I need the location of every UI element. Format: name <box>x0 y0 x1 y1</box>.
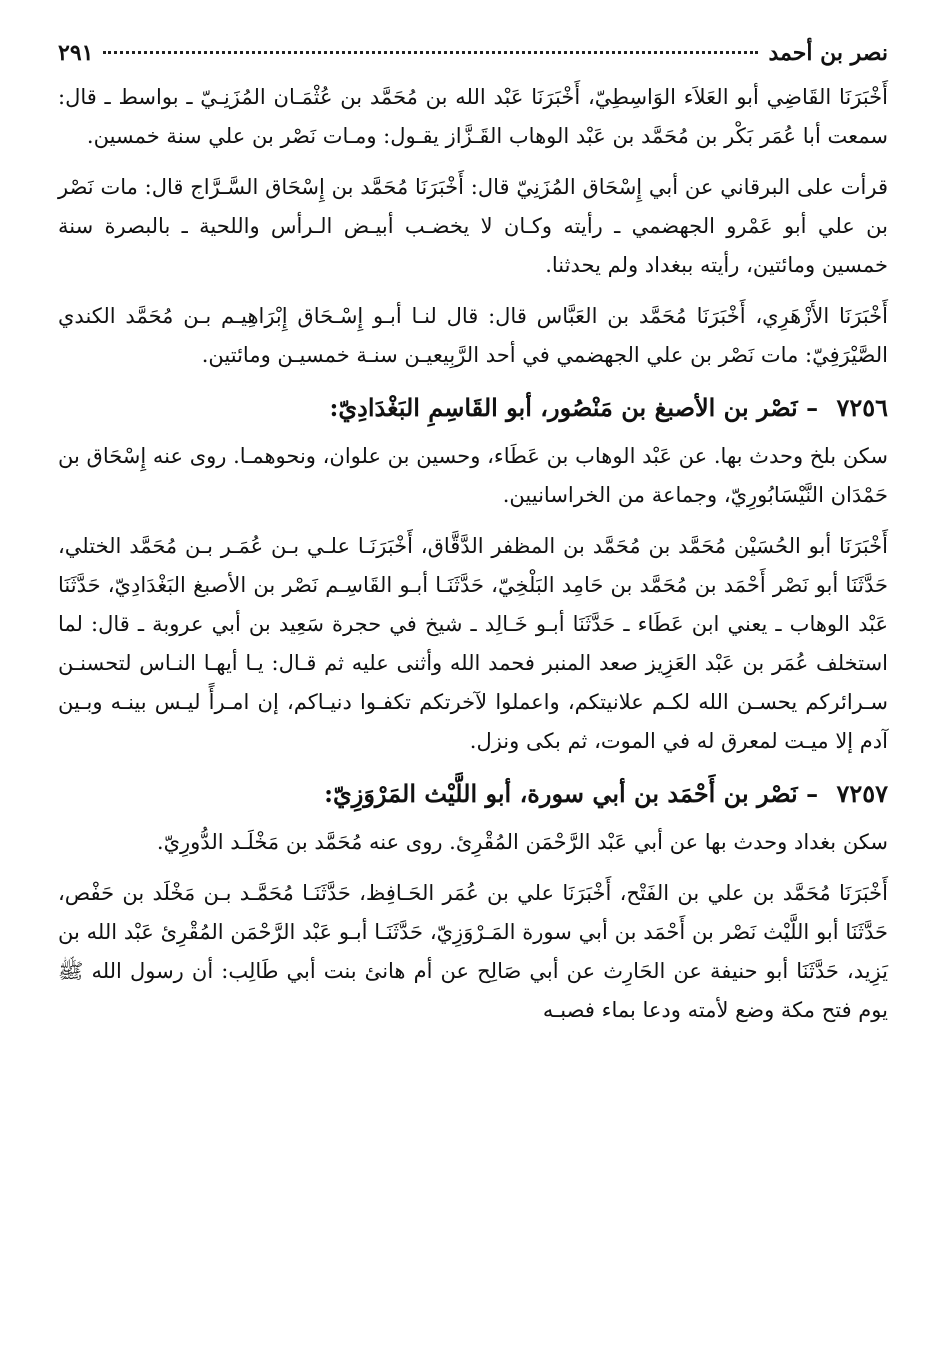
entry-heading-7257 <box>58 773 888 815</box>
paragraph: أَخْبَرَنَا القَاضِي أبو العَلاَء الوَاسِطِيّ، أَخْبَرَنَا عَبْد الله بن مُحَمَّد بن عُثْمَـان المُزَنِـيّ ـ بواسط ـ قال: سمعت أبا عُمَر بَكْر بن مُحَمَّد بن عَبْد الوهاب القَـزَّاز يقـول: ومـات نَصْر بن علي سنة خمسين. <box>58 85 888 148</box>
running-header-title: نصر بن أحمد <box>768 40 888 66</box>
paragraph: قرأت على البرقاني عن أبي إِسْحَاق المُزَنِيّ قال: أَخْبَرَنَا مُحَمَّد بن إِسْحَاق السَّـرَّاج قال: مات نَصْر بن علي أبو عَمْرو الجهضمي ـ رأيته وكـان لا يخضـب أبيـض الـرأس واللحية ـ بالبصرة سنة خمسين ومائتين، رأيته ببغداد ولم يحدثنا. <box>58 175 888 277</box>
entry-number: ٧٢٥٦ <box>836 393 888 422</box>
entry-title: نَصْر بن أَحْمَد بن أبي سورة، أبو اللَّيْث المَرْوَزِيّ: <box>324 779 798 808</box>
entry-dash: – <box>806 779 819 808</box>
entry-dash: – <box>806 393 819 422</box>
entry-heading-7256 <box>58 387 888 429</box>
running-header <box>58 40 888 74</box>
leader-dots <box>103 51 758 54</box>
paragraph: أَخْبَرَنَا أبو الحُسَيْن مُحَمَّد بن مُحَمَّد بن المظفر الدَّقَّاق، أَخْبَرَنَـا علـي بـن عُمَـر بـن مُحَمَّد الختلي، حَدَّثَنَا أبو نَصْر أَحْمَد بن مُحَمَّد بن حَامِد البَلْخِيّ، حَدَّثَنَـا أبـو القَاسِـم نَصْر بن الأصبغ البَغْدَادِيّ، حَدَّثَنَا عَبْد الوهاب ـ يعني ابن عَطَاء ـ حَدَّثَنَا أبـو خَـالِد ـ شيخ في حجرة سَعِيد بن أبي عروبة ـ قال: لما استخلف عُمَر بن عَبْد العَزِيز صعد المنبر فحمد الله وأثنى عليه ثم قـال: يـا أيهـا النـاس لتحسنـن سـرائركم يحسـن الله لكـم علانيتكم، واعملوا لآخرتكم تكفـوا دنيـاكم، إن امـرأً ليـس بينـه وبـين آدم إلا ميـت لمعرق له في الموت، ثم بكى ونزل. <box>58 534 888 753</box>
paragraph: سكن بلخ وحدث بها. عن عَبْد الوهاب بن عَطَاء، وحسين بن علوان، ونحوهمـا. روى عنه إِسْحَاق بن حَمْدَان النَّيْسَابُورِيّ، وجماعة من الخراسانيين. <box>58 444 888 507</box>
document-page <box>58 40 888 1042</box>
entry-title: نَصْر بن الأصبغ بن مَنْصُور، أبو القَاسِمِ البَغْدَادِيّ: <box>329 393 798 422</box>
paragraph: سكن بغداد وحدث بها عن أبي عَبْد الرَّحْمَن المُقْرِئ. روى عنه مُحَمَّد بن مَخْلَـد الدُّورِيّ. <box>156 830 888 854</box>
entry-number: ٧٢٥٧ <box>836 779 888 808</box>
page-number: ٢٩١ <box>58 40 94 66</box>
paragraph: أَخْبَرَنَا الأَزْهَرِي، أَخْبَرَنَا مُحَمَّد بن العَبَّاس قال: قال لنـا أبـو إِسْـحَاق إِبْرَاهِيـم بـن مُحَمَّد الكندي الصَّيْرَفِيّ: مات نَصْر بن علي الجهضمي في أحد الرَّبِيعيـن سنـة خمسيـن ومائتين. <box>58 304 888 367</box>
paragraph: أَخْبَرَنَا مُحَمَّد بن علي بن الفَتْح، أَخْبَرَنَا علي بن عُمَر الحَـافِظ، حَدَّثَنَـا مُحَمَّـد بـن مَخْلَد بن حَفْص، حَدَّثَنَا أبو اللَّيْث نَصْر بن أَحْمَد بن أبي سورة المَـرْوَزِيّ، حَدَّثَنَـا أبـو عَبْد الرَّحْمَن المُقْرِئ عَبْد الله بن يَزِيد، حَدَّثَنَا أبو حنيفة عن الحَارِث عن أبي صَالِح عن أم هانئ بنت أبي طَالِب: أن رسول الله ﷺ يوم فتح مكة وضع لأمته ودعا بماء فصبـه <box>58 881 888 1022</box>
